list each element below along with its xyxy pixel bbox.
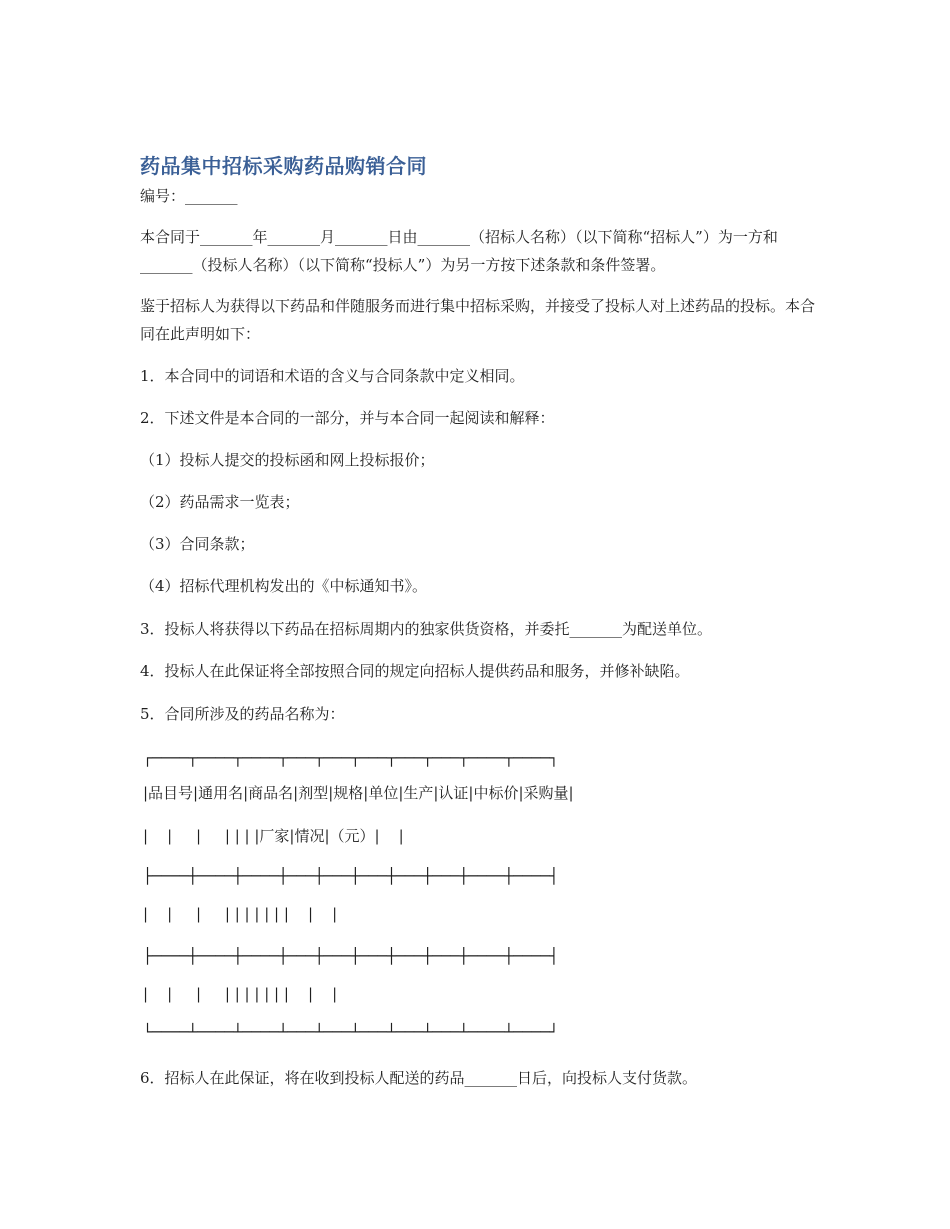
clause-1: 1．本合同中的词语和术语的含义与合同条款中定义相同。 [140, 367, 525, 385]
table-row-2: | | | | | | | | | | | | [143, 985, 338, 1003]
clause-6: 6．招标人在此保证，将在收到投标人配送的药品_______日后，向投标人支付货款。 [140, 1069, 698, 1087]
document-title: 药品集中招标采购药品购销合同 [140, 154, 427, 178]
table-bottom-border: └────┴────┴────┴───┴───┴───┴───┴───┴────┴────┘ [143, 1023, 559, 1041]
clause-5: 5．合同所涉及的药品名称为： [140, 705, 345, 723]
table-separator-2: ├────┼────┼────┼───┼───┼───┼───┼───┼────┼────┤ [143, 947, 559, 965]
table-row-1: | | | | | | | | | | | | [143, 905, 338, 923]
clause-4: 4．投标人在此保证将全部按照合同的规定向招标人提供药品和服务，并修补缺陷。 [140, 662, 690, 680]
intro-paragraph: 本合同于_______年_______月_______日由_______（招标人名称）（以下简称“招标人”）为一方和_______（投标人名称）（以下简称“投标人”）为另一方按下述条款和条件签署。 [140, 228, 778, 274]
table-top-border: ┌────┬────┬────┬───┬───┬───┬───┬───┬────┬────┐ [143, 749, 559, 767]
clause-2-sub-1: （1）投标人提交的投标函和网上投标报价； [140, 451, 435, 469]
table-header-row-2: | | | | | | |厂家|情况|（元）| | [143, 827, 404, 845]
table-header-row-1: |品目号|通用名|商品名|剂型|规格|单位|生产|认证|中标价|采购量| [143, 784, 574, 802]
clause-2-sub-3: （3）合同条款； [140, 535, 255, 553]
clause-2: 2．下述文件是本合同的一部分，并与本合同一起阅读和解释： [140, 409, 555, 427]
clause-3: 3．投标人将获得以下药品在招标周期内的独家供货资格，并委托_______为配送单位。 [140, 620, 713, 638]
contract-number: 编号：_______ [140, 187, 238, 205]
clause-2-sub-2: （2）药品需求一览表； [140, 493, 300, 511]
whereas-paragraph: 鉴于招标人为获得以下药品和伴随服务而进行集中招标采购，并接受了投标人对上述药品的投标。本合同在此声明如下： [140, 297, 816, 343]
table-separator-1: ├────┼────┼────┼───┼───┼───┼───┼───┼────┼────┤ [143, 867, 559, 885]
clause-2-sub-4: （4）招标代理机构发出的《中标通知书》。 [140, 577, 428, 595]
